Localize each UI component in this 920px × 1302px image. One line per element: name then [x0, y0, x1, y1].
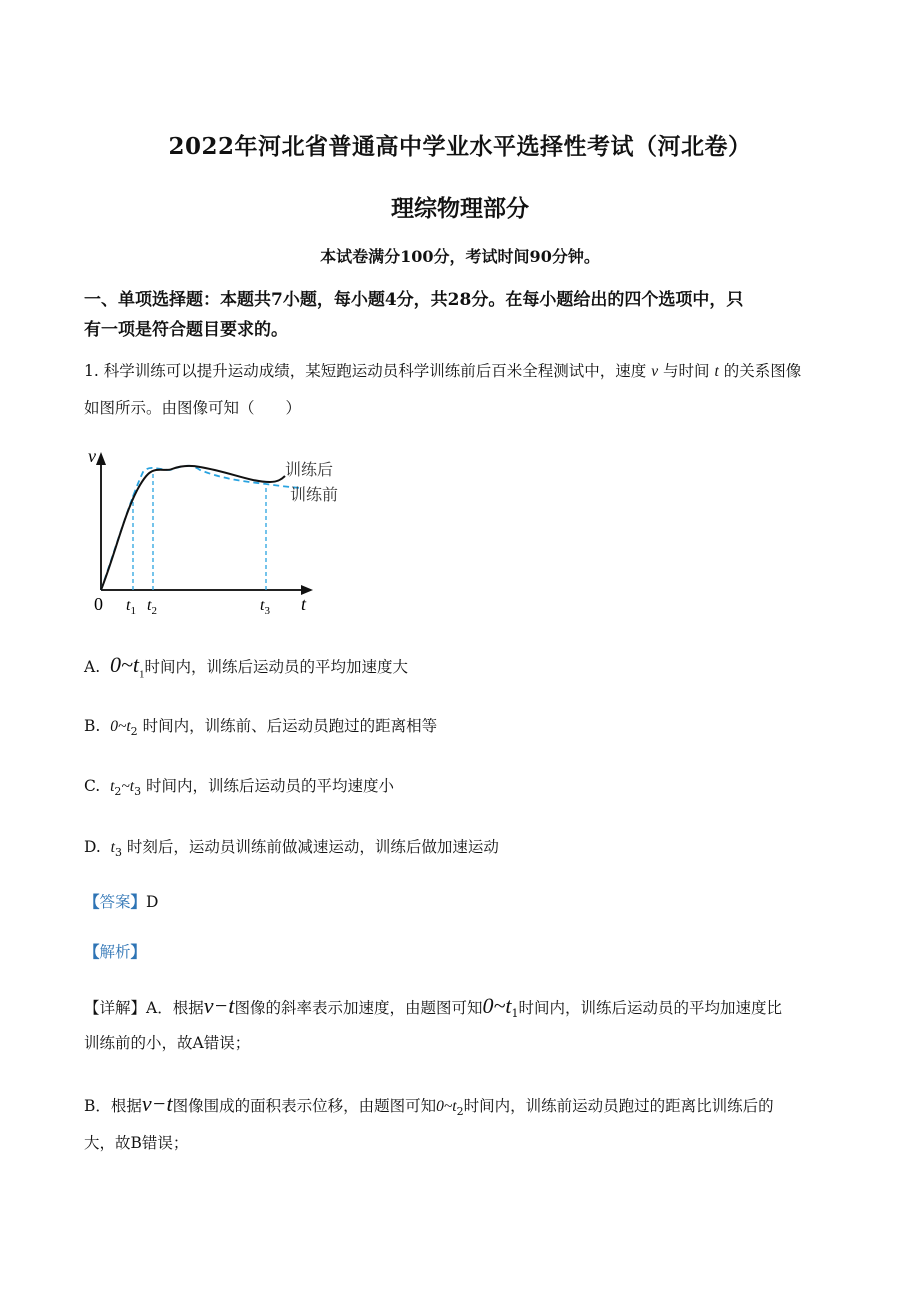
tick-t3: $t_3$: [260, 597, 270, 617]
y-axis-arrow-icon: [96, 452, 106, 465]
section-heading-line2: 有一项是符合题目要求的。: [84, 320, 288, 340]
section-heading-line1: 一、单项选择题：本题共7小题，每小题4分，共28分。在每小题给出的四个选项中，只: [84, 290, 744, 310]
option-c[interactable]: C. $t_2\sim t_3$ 时间内，训练后运动员的平均速度小: [84, 777, 395, 799]
detail-b-line2: 大，故B错误；: [84, 1134, 189, 1152]
curve-before-training: [101, 466, 300, 590]
vt-graph: [80, 440, 370, 620]
question-number: 1.: [84, 362, 99, 380]
exam-title: 2022年河北省普通高中学业水平选择性考试（河北卷）: [168, 133, 752, 160]
time-guides: [133, 470, 266, 590]
origin-label: 0: [94, 594, 103, 614]
exam-subtitle: 理综物理部分: [391, 195, 529, 222]
axes: [96, 452, 313, 595]
option-d[interactable]: D. $t_3$ 时刻后，运动员训练前做减速运动，训练后做加速运动: [84, 838, 499, 860]
question-stem-line1: 1. 科学训练可以提升运动成绩，某短跑运动员科学训练前后百米全程测试中，速度 v 与时间 t 的关系图像: [84, 362, 802, 380]
option-b[interactable]: B. $0\sim t_2$ 时间内，训练前、后运动员跑过的距离相等: [84, 717, 438, 739]
x-axis-label: t: [301, 594, 307, 614]
curve-after-training: [101, 466, 285, 590]
tick-t1: $t_1$: [126, 597, 136, 617]
answer-tag: 答案: [99, 893, 131, 911]
y-axis-label: v: [88, 446, 96, 466]
option-a[interactable]: A. $0\sim t_1$时间内，训练后运动员的平均加速度大: [84, 652, 409, 681]
score-info: 本试卷满分100分，考试时间90分钟。: [320, 247, 600, 266]
analysis-heading: 【解析】: [84, 942, 147, 961]
answer-value: D: [146, 893, 159, 911]
legend-before-training: 训练前: [290, 485, 339, 504]
answer-line: 【答案】D: [84, 892, 159, 911]
detail-b-line1: B．根据v−t图像围成的面积表示位移，由题图可知$0\sim t_2$时间内，训练前运动员跑过的距离比训练后的: [84, 1091, 774, 1119]
tick-t2: $t_2$: [147, 597, 157, 617]
question-stem-line2: 如图所示。由图像可知（ ）: [84, 399, 302, 417]
legend-after-training: 训练后: [285, 460, 334, 479]
detail-a-line1: 【详解】A．根据v−t图像的斜率表示加速度，由题图可知$0\sim t_1$时间内，训练后运动员的平均加速度比: [84, 993, 783, 1021]
detail-a-line2: 训练前的小，故A错误；: [84, 1034, 251, 1052]
